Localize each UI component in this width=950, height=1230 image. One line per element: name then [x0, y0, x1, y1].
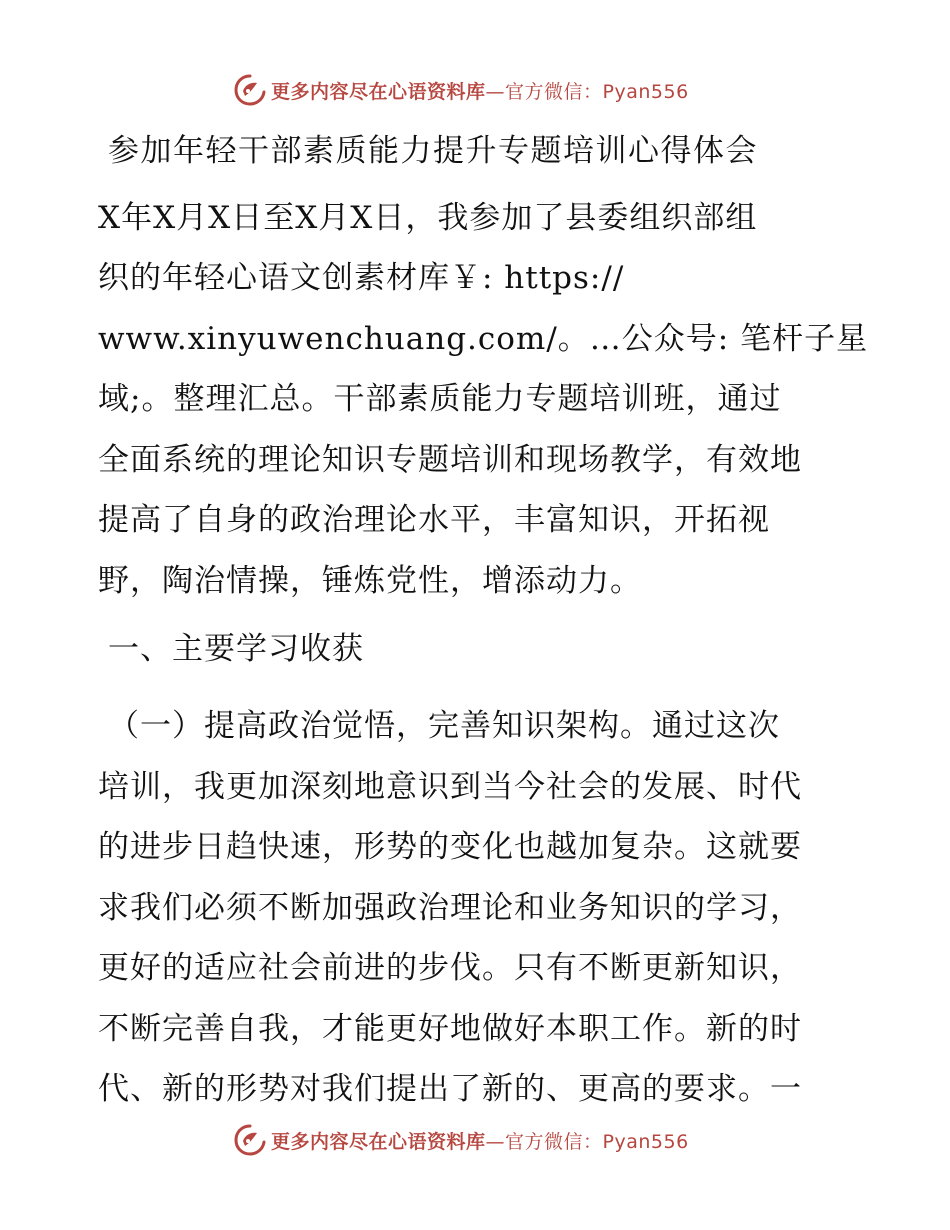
watermark-contact-text: —官方微信：Pyan556 — [485, 80, 689, 103]
paragraph-line: 织的年轻心语文创素材库￥: https:// — [98, 260, 625, 296]
paragraph-line: X年X月X日至X月X日，我参加了县委组织部组 — [98, 200, 758, 236]
paragraph-line: 野，陶治情操，锤炼党性，增添动力。 — [98, 563, 642, 599]
paragraph-line: 求我们必须不断加强政治理论和业务知识的学习， — [98, 890, 802, 926]
watermark-strong-text: 更多内容尽在心语资料库 — [271, 80, 486, 103]
paragraph-line: 全面系统的理论知识专题培训和现场教学，有效地 — [98, 442, 802, 478]
watermark-bottom — [233, 1122, 689, 1158]
paragraph-line: 代、新的形势对我们提出了新的、更高的要求。一 — [98, 1071, 802, 1107]
watermark-top — [233, 72, 689, 108]
document-title: 参加年轻干部素质能力提升专题培训心得体会 — [108, 133, 758, 169]
paragraph-line: 培训，我更加深刻地意识到当今社会的发展、时代 — [98, 769, 802, 805]
paragraph-line: （一）提高政治觉悟，完善知识架构。通过这次 — [108, 708, 780, 744]
paragraph-line: www.xinyuwenchuang.com/。…公众号: 笔杆子星 — [98, 321, 869, 357]
paragraph-line: 更好的适应社会前进的步伐。只有不断更新知识， — [98, 950, 802, 986]
section-heading: 一、主要学习收获 — [108, 631, 364, 667]
pen-nib-logo-icon — [233, 1123, 267, 1157]
paragraph-line: 的进步日趋快速，形势的变化也越加复杂。这就要 — [98, 829, 802, 865]
paragraph-line: 不断完善自我，才能更好地做好本职工作。新的时 — [98, 1011, 802, 1047]
watermark-contact-text: —官方微信：Pyan556 — [485, 1130, 689, 1153]
paragraph-line: 提高了自身的政治理论水平，丰富知识，开拓视 — [98, 502, 770, 538]
watermark-strong-text: 更多内容尽在心语资料库 — [271, 1130, 486, 1153]
paragraph-line: 域;。整理汇总。干部素质能力专题培训班，通过 — [98, 381, 782, 417]
watermark-text — [271, 1127, 689, 1154]
pen-nib-logo-icon — [233, 73, 267, 107]
watermark-text — [271, 77, 689, 104]
